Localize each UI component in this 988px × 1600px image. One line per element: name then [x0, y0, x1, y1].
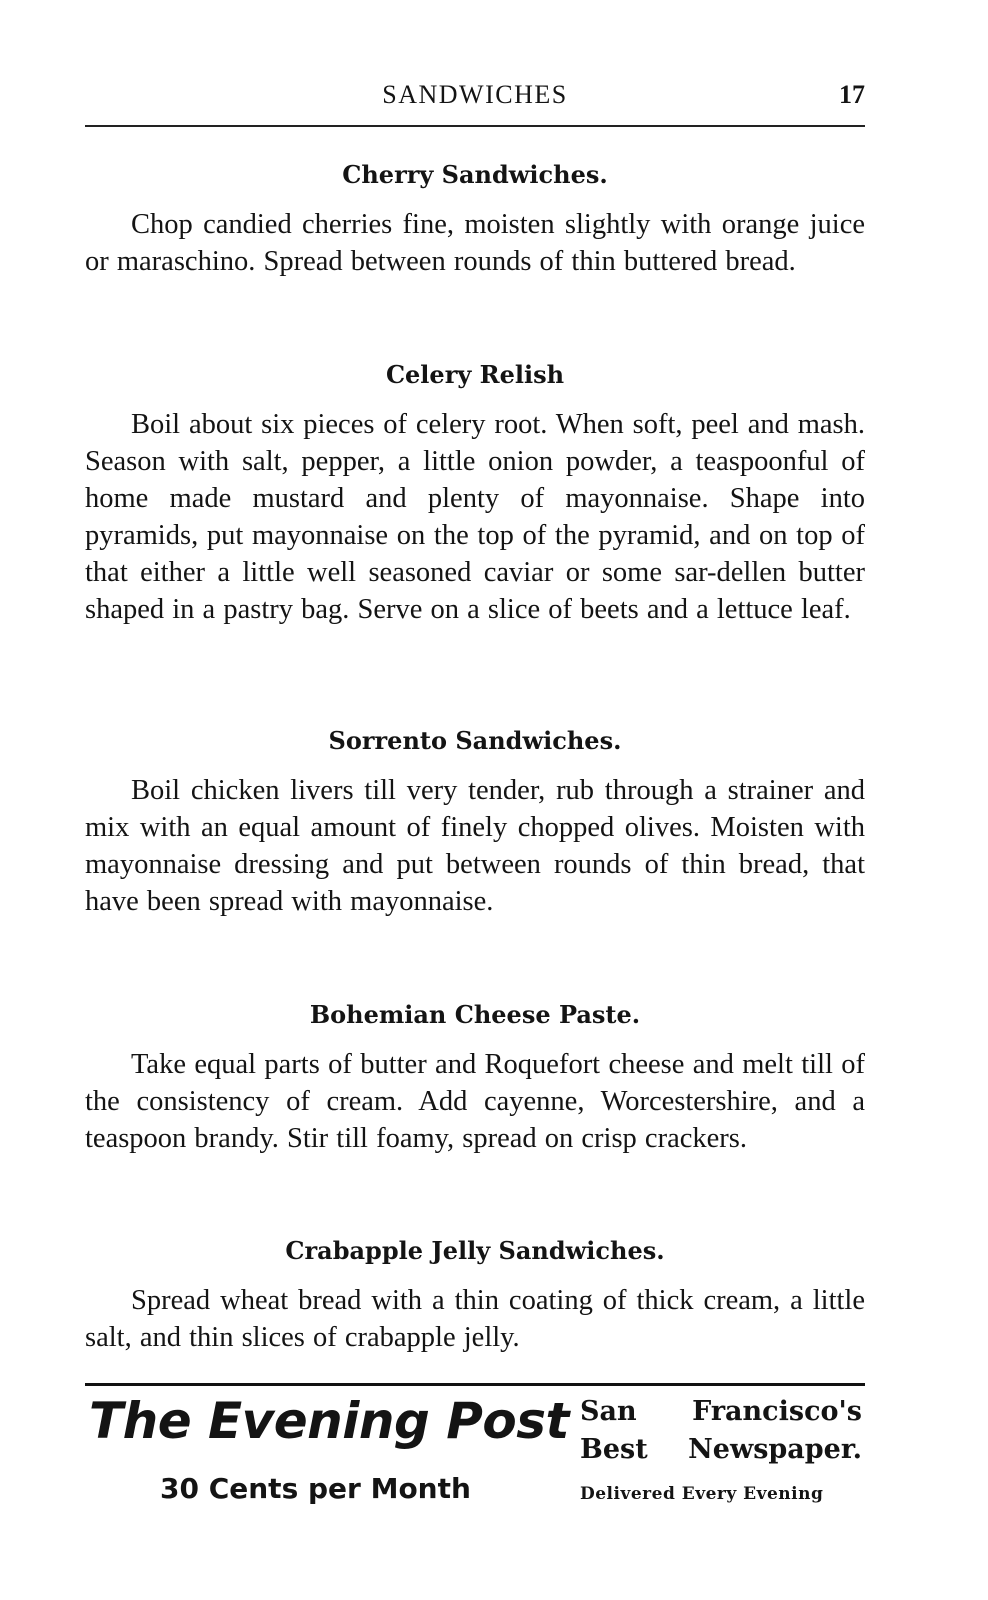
recipe-title: Bohemian Cheese Paste. [309, 1000, 641, 1029]
recipe-celery-relish [85, 360, 865, 628]
recipe-title: Sorrento Sandwiches. [328, 726, 622, 755]
ad-tagline-word: San [580, 1396, 637, 1427]
ad-tagline-word: Newspaper. [688, 1434, 862, 1465]
newspaper-advertisement [85, 1392, 865, 1532]
ad-delivery-note: Delivered Every Evening [580, 1484, 824, 1504]
ad-tagline-word: Best [580, 1434, 648, 1465]
ad-tagline-word: Francisco's [692, 1396, 862, 1427]
book-page [85, 0, 865, 1600]
footer-divider [85, 1383, 865, 1386]
recipe-title: Cherry Sandwiches. [342, 160, 608, 189]
recipe-title: Celery Relish [385, 360, 565, 389]
recipe-crabapple-jelly-sandwiches [85, 1236, 865, 1356]
recipe-body: Spread wheat bread with a thin coating of thick cream, a little salt, and thin slices of crabapple jelly. [85, 1285, 865, 1353]
ad-title: The Evening Post [89, 1392, 569, 1450]
page-number: 17 [839, 80, 865, 109]
recipe-title: Crabapple Jelly Sandwiches. [285, 1236, 665, 1265]
recipe-body: Boil about six pieces of celery root. When soft, peel and mash. Season with salt, pepper, a little onion powder, a teaspoonful of home made mustard and plenty of mayonnaise. Shape into pyramids, put mayonnaise on the top of the pyramid, and on top of that either a little well seasoned caviar or some sar-dellen butter shaped in a pastry bag. Serve on a slice of beets and a lettuce leaf. [85, 409, 865, 625]
recipe-sorrento-sandwiches [85, 726, 865, 920]
recipe-bohemian-cheese-paste [85, 1000, 865, 1157]
recipe-cherry-sandwiches [85, 160, 865, 280]
running-head [85, 80, 865, 120]
recipe-body: Boil chicken livers till very tender, rub through a strainer and mix with an equal amount of finely chopped olives. Moisten with mayonnaise dressing and put between rounds of thin bread, that have been spread with mayonnaise. [85, 775, 865, 917]
recipe-body: Chop candied cherries fine, moisten slightly with orange juice or maraschino. Spread between rounds of thin buttered bread. [85, 209, 865, 277]
ad-price: 30 Cents per Month [160, 1472, 471, 1505]
running-title: SANDWICHES [382, 80, 568, 109]
header-divider [85, 125, 865, 127]
recipe-body: Take equal parts of butter and Roquefort cheese and melt till of the consistency of cream. Add cayenne, Worcestershire, and a teaspoon brandy. Stir till foamy, spread on crisp crackers. [85, 1049, 865, 1154]
